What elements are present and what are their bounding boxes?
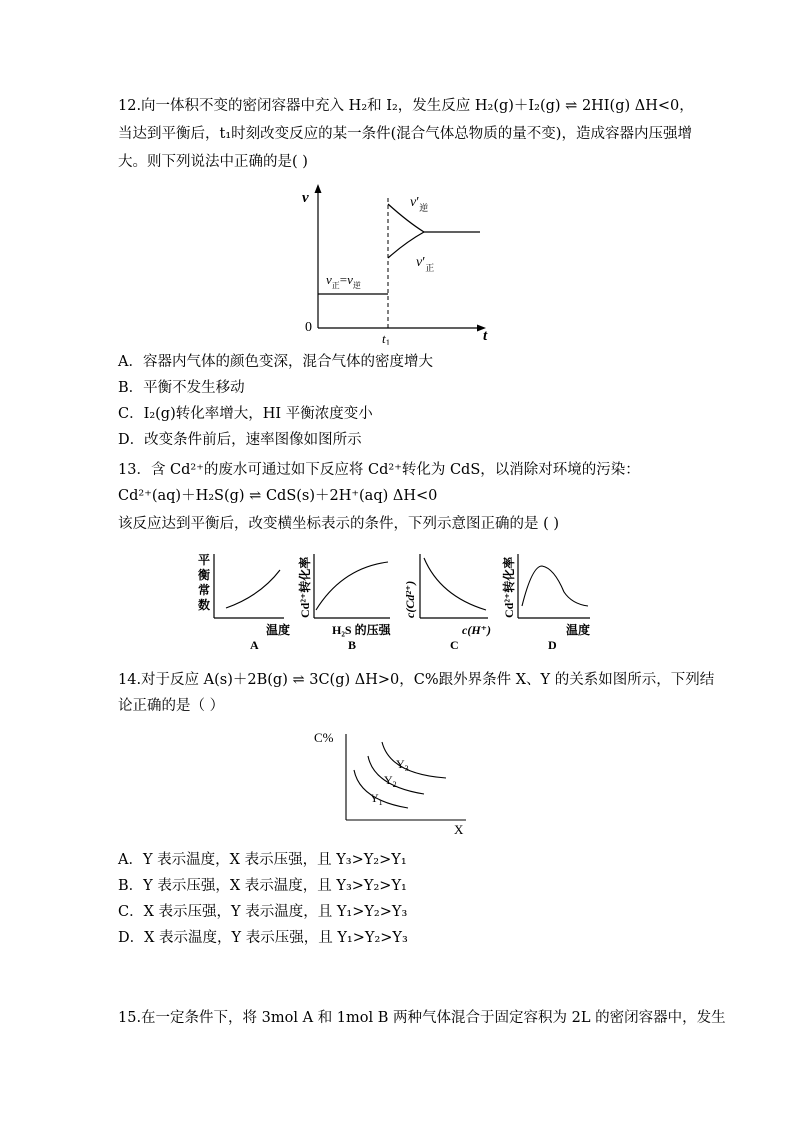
graph-d-curve xyxy=(522,566,588,606)
q12-y-axis-label: v xyxy=(302,190,309,206)
forward-rate-label: $v'_正$ xyxy=(416,255,435,273)
q12-stem-line-2: 当达到平衡后，t₁时刻改变反应的某一条件(混合气体总物质的量不变)，造成容器内压强增 xyxy=(118,126,692,142)
graph-d-x-label: 温度 xyxy=(566,623,591,637)
label-y2: $Y_2$ xyxy=(384,773,397,789)
label-y3: $Y_3$ xyxy=(396,757,409,773)
graph-a xyxy=(198,552,290,652)
q14-stem-line-2: 论正确的是（ ） xyxy=(118,698,225,714)
q13-stem-line-3: 该反应达到平衡后，改变横坐标表示的条件，下列示意图正确的是 ( ) xyxy=(118,516,560,532)
q14-option-b[interactable]: B．Y 表示压强，X 表示温度，且 Y₃>Y₂>Y₁ xyxy=(118,878,407,894)
graph-d-y-label: Cd²⁺转化率 xyxy=(502,556,516,618)
q14-option-c[interactable]: C．X 表示压强，Y 表示温度，且 Y₁>Y₂>Y₃ xyxy=(118,904,408,920)
graph-b-x-label: H₂S 的压强 xyxy=(332,623,391,637)
q14-stem-line-1: 14.对于反应 A(s)＋2B(g) ⇌ 3C(g) ΔH>0，C%跟外界条件 X、Y 的关系如图所示，下列结 xyxy=(118,672,715,688)
graph-c-curve xyxy=(424,558,486,610)
graph-b-tag: B xyxy=(348,638,357,652)
q12-option-c[interactable]: C．I₂(g)转化率增大，HI 平衡浓度变小 xyxy=(118,406,373,422)
q15-stem-line-1: 15.在一定条件下，将 3mol A 和 1mol B 两种气体混合于固定容积为 2L 的密闭容器中，发生 xyxy=(118,1010,726,1026)
graph-b-y-label: Cd²⁺转化率 xyxy=(298,556,312,618)
equal-rate-label: $v_正=v_逆$ xyxy=(326,272,361,290)
q14-option-d[interactable]: D．X 表示温度，Y 表示压强，且 Y₁>Y₂>Y₃ xyxy=(118,930,408,946)
reverse-rate-label: $v'_逆$ xyxy=(410,195,429,213)
q12-t1-label: $t_1$ xyxy=(382,331,391,345)
q14-x-axis-label: X xyxy=(454,822,464,837)
graph-d-tag: D xyxy=(548,638,557,652)
q12-stem-line-1: 12.向一体积不变的密闭容器中充入 H₂和 I₂，发生反应 H₂(g)＋I₂(g) ⇌ 2HI(g) ΔH<0， xyxy=(118,98,694,114)
svg-text:常: 常 xyxy=(198,583,211,597)
q13-graphs-figure xyxy=(192,548,612,654)
graph-a-y-label: 平 xyxy=(198,553,211,567)
graph-a-x-label: 温度 xyxy=(266,623,291,637)
q12-option-a[interactable]: A．容器内气体的颜色变深，混合气体的密度增大 xyxy=(118,354,433,370)
q14-y-axis-label: C% xyxy=(314,730,334,745)
graph-b xyxy=(297,554,392,652)
q14-figure xyxy=(310,728,480,840)
label-y1: $Y_1$ xyxy=(370,791,383,807)
q13-stem-line-1: 13．含 Cd²⁺的废水可通过如下反应将 Cd²⁺转化为 CdS，以消除对环境的污染： xyxy=(118,462,640,478)
svg-text:衡: 衡 xyxy=(198,568,211,582)
graph-b-curve xyxy=(316,562,388,610)
graph-c-x-label: c(H⁺) xyxy=(462,623,491,637)
graph-c-y-label: c(Cd²⁺) xyxy=(403,580,417,618)
graph-a-tag: A xyxy=(250,638,259,652)
graph-c-tag: C xyxy=(450,638,459,652)
graph-a-curve xyxy=(226,570,280,608)
q12-option-d[interactable]: D．改变条件前后，速率图像如图所示 xyxy=(118,432,362,448)
q14-option-a[interactable]: A．Y 表示温度，X 表示压强，且 Y₃>Y₂>Y₁ xyxy=(118,852,407,868)
q12-option-b[interactable]: B．平衡不发生移动 xyxy=(118,380,245,396)
q12-stem-line-3: 大。则下列说法中正确的是( ) xyxy=(118,154,308,170)
q12-x-axis-label: t xyxy=(483,328,488,344)
q13-equation: Cd²⁺(aq)＋H₂S(g) ⇌ CdS(s)＋2H⁺(aq) ΔH<0 xyxy=(118,488,438,504)
svg-text:数: 数 xyxy=(198,598,211,612)
graph-d xyxy=(501,554,590,652)
q12-origin-label: 0 xyxy=(305,320,312,335)
graph-c xyxy=(403,554,491,652)
q12-rate-time-figure xyxy=(290,180,510,345)
